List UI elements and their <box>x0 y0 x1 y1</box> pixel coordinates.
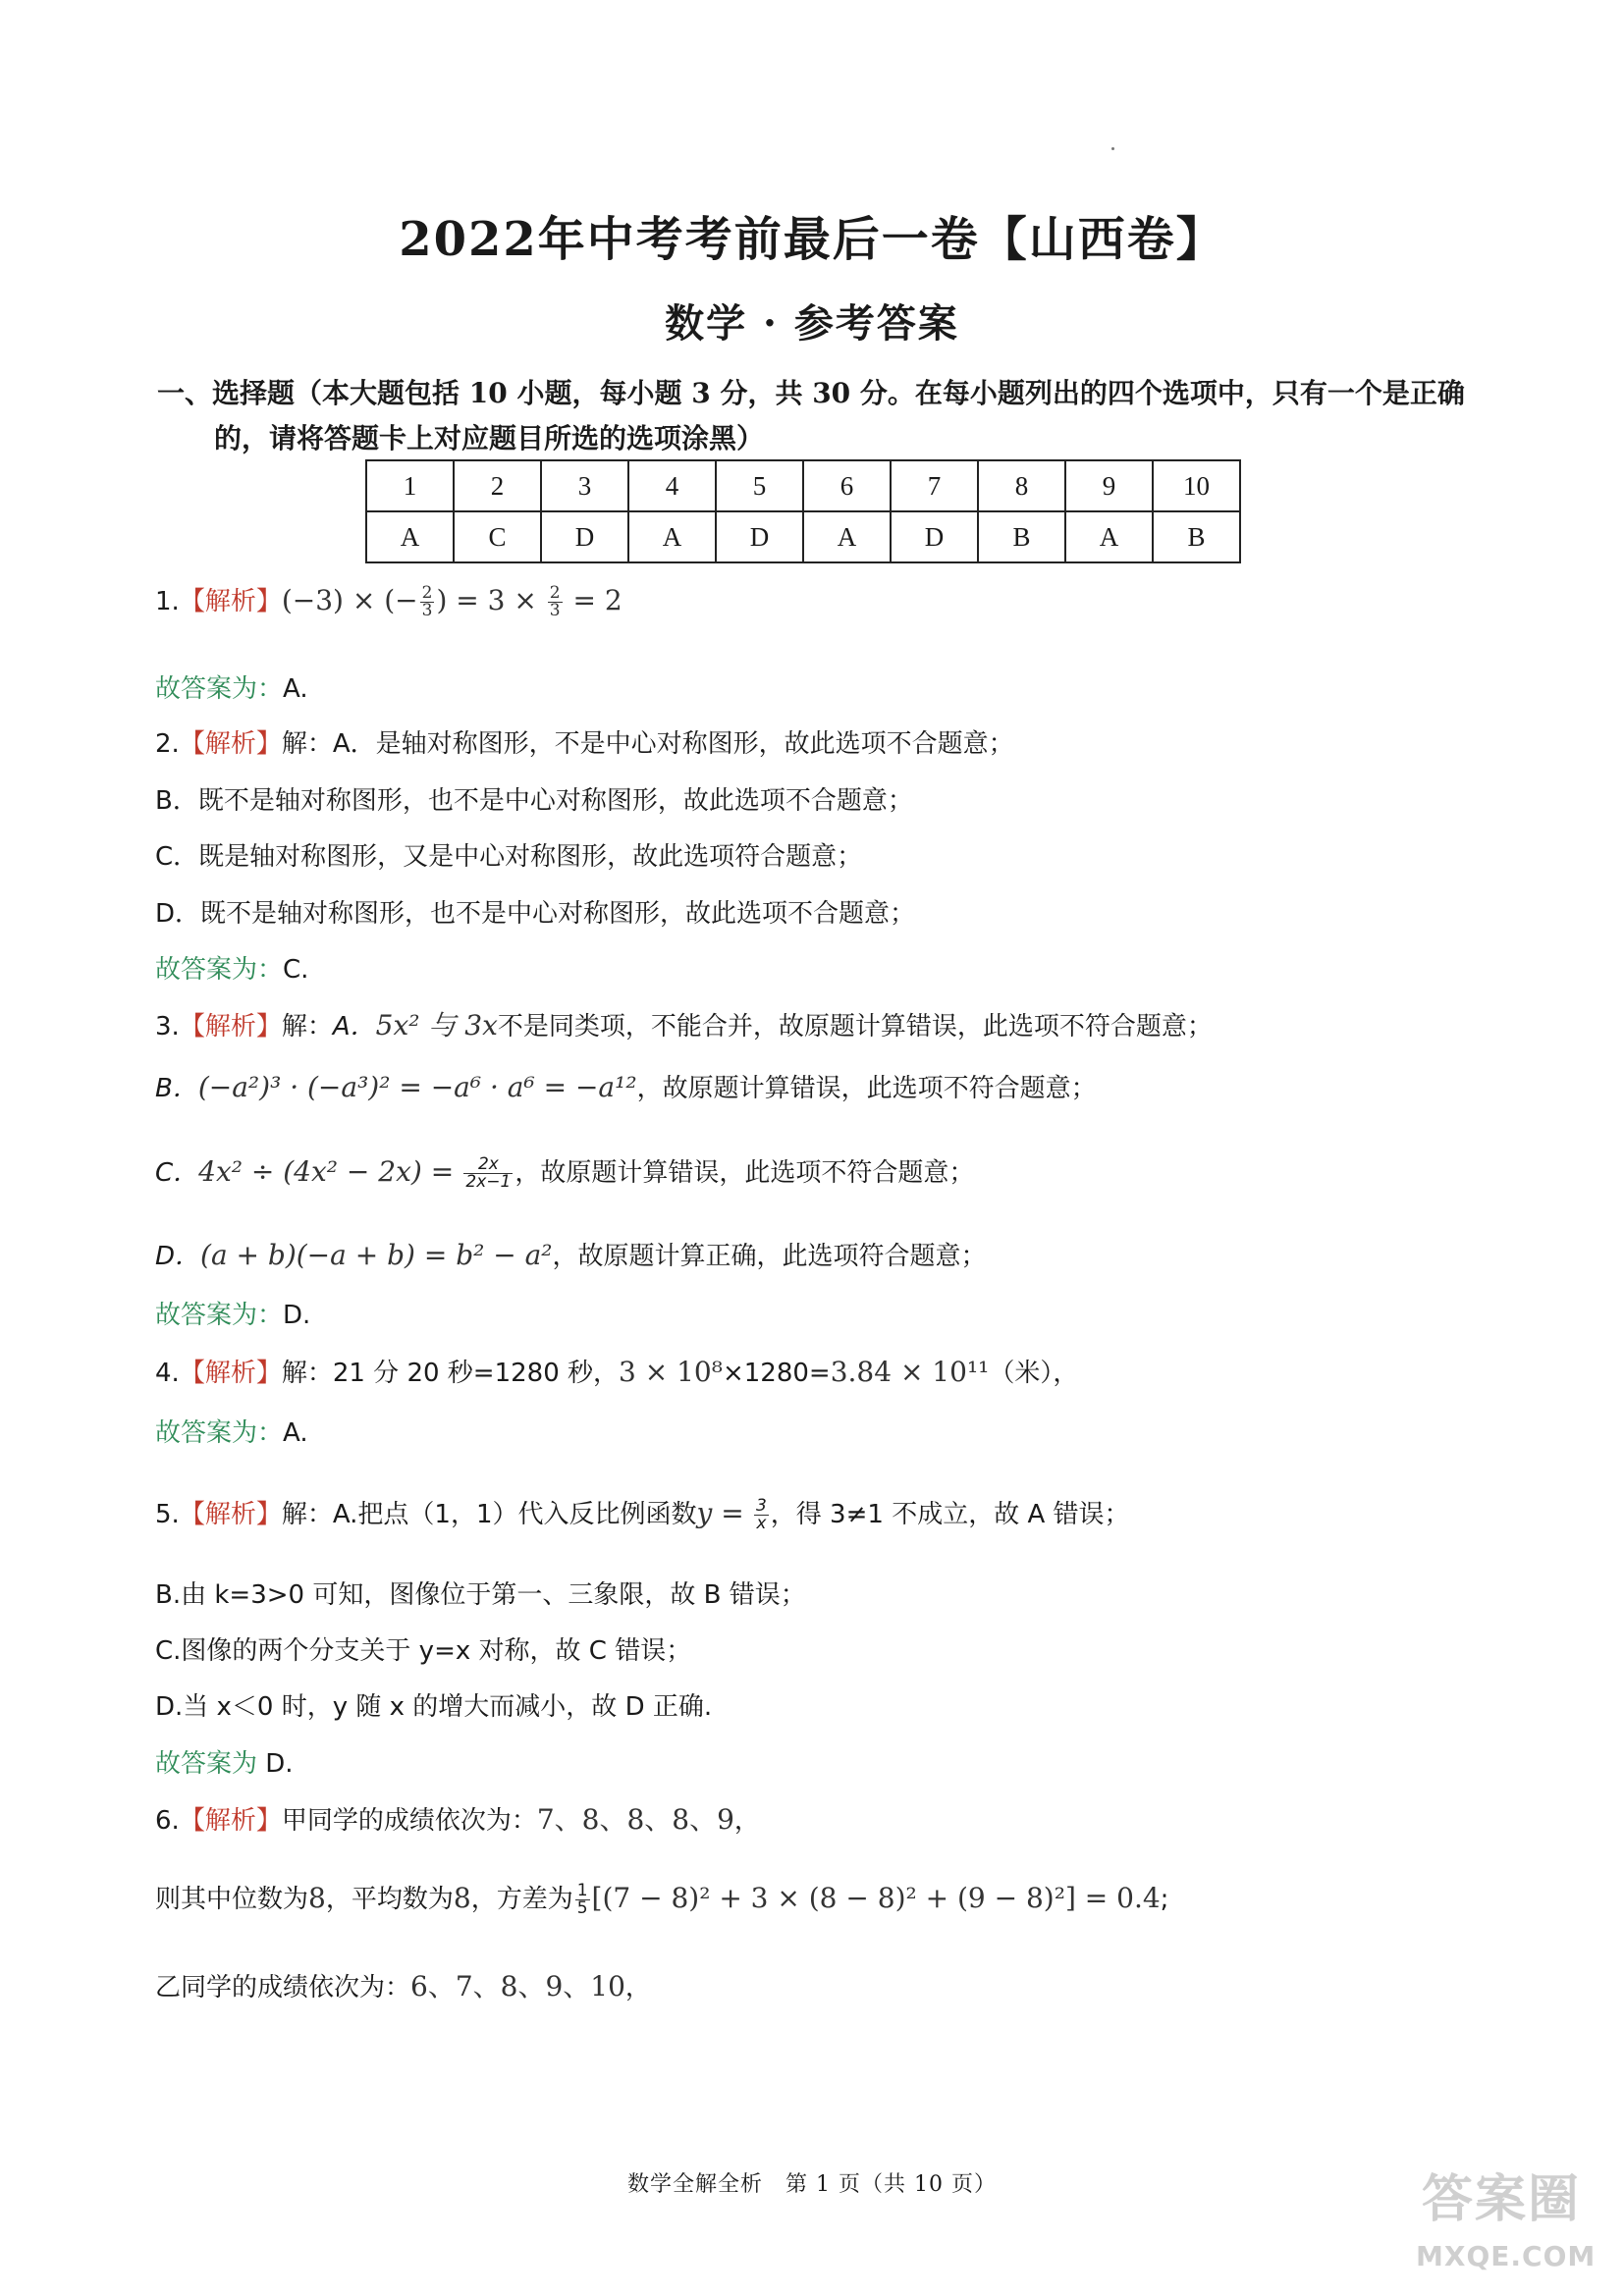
q3-line-d: D．(a + b)(−a + b) = b² − a²，故原题计算正确，此选项符合题意； <box>155 1239 987 1271</box>
q5-line-c: C.图像的两个分支关于 y=x 对称，故 C 错误； <box>155 1636 692 1666</box>
answer-table-answer-cell: D <box>541 511 628 562</box>
answer-table-answer-cell: B <box>1153 511 1240 562</box>
q3-line-c: C．4x² ÷ (4x² − 2x) = $\frac{2x}{2x-1}$ ，故原题计算错误，此选项不符合题意； <box>155 1154 975 1192</box>
q2-line-b: B．既不是轴对称图形，也不是中心对称图形，故此选项不合题意； <box>155 786 913 816</box>
answer-table-answer-cell: A <box>803 511 891 562</box>
q3-line-a: 3.【解析】解：A．5x² 与 3x不是同类项，不能合并，故原题计算错误，此选项不符合题意； <box>155 1009 1213 1041</box>
page-title: 2022年中考考前最后一卷【山西卷】 <box>399 212 1225 267</box>
q1-line <box>155 581 623 621</box>
q1-answer: 故答案为：A. <box>155 674 308 704</box>
q1-math: (−3) × (− $\frac{2}{3}$ ) = 3 × $\frac{2}{3}$ = 2 <box>281 583 623 620</box>
answer-table <box>365 459 1241 563</box>
q2-line-d: D．既不是轴对称图形，也不是中心对称图形，故此选项不合题意； <box>155 899 916 929</box>
q1-tag: 【解析】 <box>179 587 282 616</box>
watermark-logo <box>1412 2158 1604 2279</box>
answer-table-answer-cell: A <box>366 511 454 562</box>
q2-line-c: C．既是轴对称图形，又是中心对称图形，故此选项符合题意； <box>155 842 863 872</box>
answer-table-answer-cell: D <box>716 511 803 562</box>
answer-table-number-row <box>366 460 1240 511</box>
q2-answer: 故答案为：C. <box>155 955 309 985</box>
section-heading <box>157 371 1492 461</box>
answer-table-number-cell: 8 <box>978 460 1065 511</box>
watermark-url: MXQE.COM <box>1416 2240 1597 2272</box>
answer-table-number-cell: 2 <box>454 460 541 511</box>
answer-table-number-cell: 1 <box>366 460 454 511</box>
answer-table-answer-cell: D <box>891 511 978 562</box>
page-subtitle: 数学 · 参考答案 <box>665 300 959 347</box>
q5-line-a: 5.【解析】解：A.把点（1，1）代入反比例函数y = $\frac{3}{x}$ ，得 3≠1 不成立，故 A 错误； <box>155 1496 1130 1533</box>
answer-table-answer-cell: B <box>978 511 1065 562</box>
q6-line-a: 6.【解析】甲同学的成绩依次为：7、8、8、8、9， <box>155 1803 760 1836</box>
answer-table-number-cell: 7 <box>891 460 978 511</box>
section-heading-line-2: 的，请将答题卡上对应题目所选的选项涂黑） <box>214 422 765 454</box>
answer-table-answer-cell: A <box>1065 511 1153 562</box>
watermark-logo-text: 答案圈 <box>1422 2170 1582 2229</box>
answer-table-number-cell: 10 <box>1153 460 1240 511</box>
q5-line-b: B.由 k=3>0 可知，图像位于第一、三象限，故 B 错误； <box>155 1580 806 1610</box>
q6-line-c: 乙同学的成绩依次为：6、7、8、9、10， <box>155 1970 651 2002</box>
q5-answer: 故答案为 D. <box>155 1749 294 1779</box>
answer-table-number-cell: 4 <box>628 460 716 511</box>
answer-table-answer-cell: C <box>454 511 541 562</box>
answer-table-answer-row <box>366 511 1240 562</box>
section-heading-line-1: 一、选择题（本大题包括 10 小题，每小题 3 分，共 30 分。在每小题列出的四个选项中，只有一个是正确 <box>157 377 1465 409</box>
q2-line-a: 2.【解析】解：A．是轴对称图形，不是中心对称图形，故此选项不合题意； <box>155 729 1014 759</box>
q4-line: 4.【解析】解：21 分 20 秒=1280 秒，3 × 10⁸×1280=3.84 × 10¹¹（米）， <box>155 1356 1079 1388</box>
answer-table-number-cell: 3 <box>541 460 628 511</box>
page-footer: 数学全解全析 第 1 页（共 10 页） <box>627 2172 997 2197</box>
q3-answer: 故答案为：D. <box>155 1301 311 1330</box>
q4-answer: 故答案为：A. <box>155 1418 308 1448</box>
q6-line-b: 则其中位数为8，平均数为8，方差为 $\frac{1}{5}$ [(7 − 8)² + 3 × (8 − 8)² + (9 − 8)²] = 0.4; <box>155 1881 1169 1918</box>
answer-table-number-cell: 9 <box>1065 460 1153 511</box>
speck <box>1111 147 1114 150</box>
answer-table-number-cell: 6 <box>803 460 891 511</box>
answer-table-answer-cell: A <box>628 511 716 562</box>
q5-line-d: D.当 x＜0 时，y 随 x 的增大而减小，故 D 正确. <box>155 1692 713 1722</box>
q1-number: 1. <box>155 587 180 616</box>
q3-line-b: B．(−a²)³ · (−a³)² = −a⁶ · a⁶ = −a¹²，故原题计算错误，此选项不符合题意； <box>155 1071 1097 1103</box>
answer-table-number-cell: 5 <box>716 460 803 511</box>
